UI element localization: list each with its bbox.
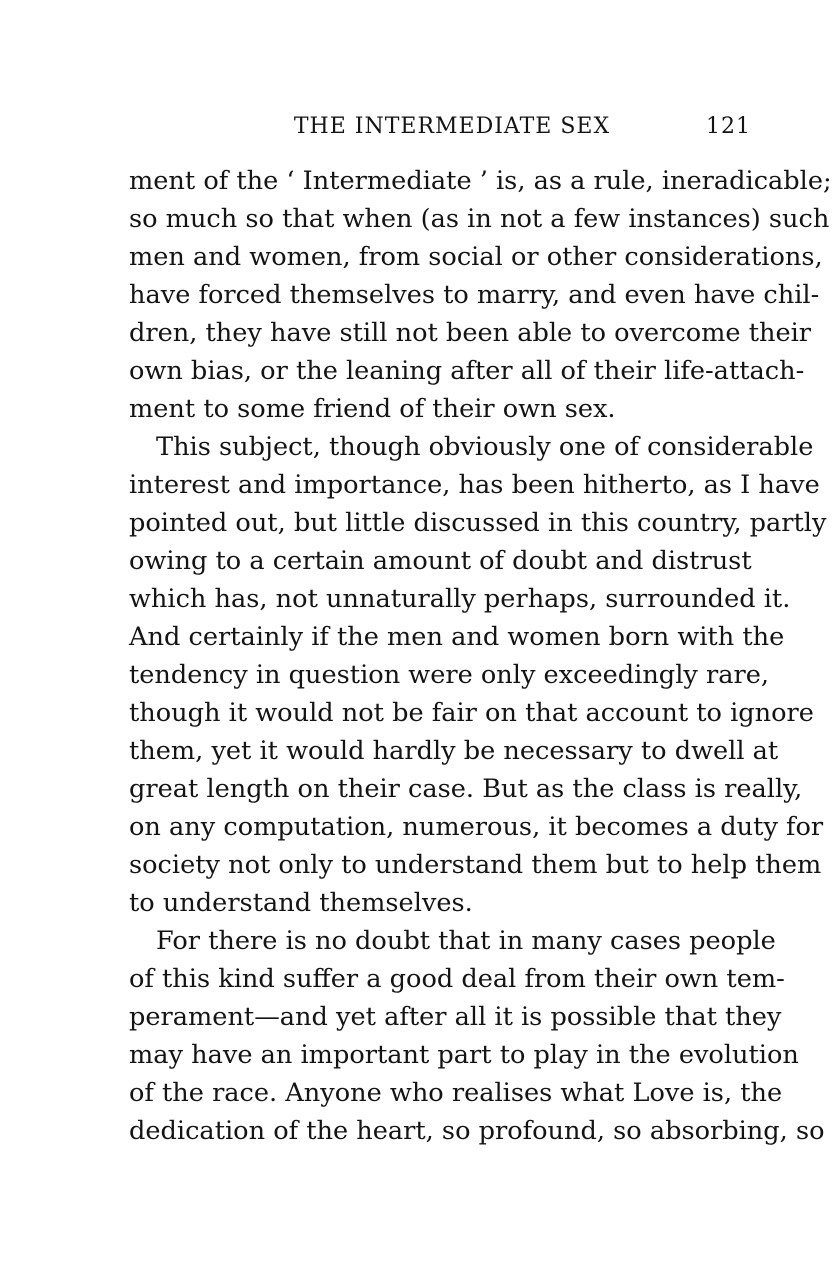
- running-title: THE INTERMEDIATE SEX: [293, 114, 611, 139]
- text-line: have forced themselves to marry, and even have chil-: [129, 280, 820, 310]
- text-line: dedication of the heart, so profound, so absorbing, so: [129, 1116, 825, 1146]
- text-line: society not only to understand them but to help them: [129, 850, 822, 880]
- text-line: may have an important part to play in the evolution: [129, 1040, 799, 1070]
- text-line: though it would not be fair on that account to ignore: [129, 698, 814, 728]
- text-line: to understand themselves.: [129, 888, 473, 918]
- text-line: which has, not unnaturally perhaps, surrounded it.: [129, 584, 791, 614]
- text-line: For there is no doubt that in many cases people: [156, 926, 776, 956]
- text-line: perament—and yet after all it is possible that they: [129, 1002, 782, 1032]
- page-number: 121: [706, 114, 751, 139]
- text-line: men and women, from social or other considerations,: [129, 242, 823, 272]
- text-line: ment of the ‘ Intermediate ’ is, as a rule, ineradicable;: [129, 166, 832, 196]
- text-line: owing to a certain amount of doubt and distrust: [129, 546, 752, 576]
- text-line: pointed out, but little discussed in this country, partly: [129, 508, 827, 538]
- text-line: dren, they have still not been able to overcome their: [129, 318, 812, 348]
- text-line: interest and importance, has been hitherto, as I have: [129, 470, 820, 500]
- text-line: so much so that when (as in not a few instances) such: [129, 204, 830, 234]
- text-line: on any computation, numerous, it becomes a duty for: [129, 812, 824, 842]
- text-line: great length on their case. But as the class is really,: [129, 774, 803, 804]
- text-line: And certainly if the men and women born with the: [129, 622, 785, 652]
- text-line: tendency in question were only exceedingly rare,: [129, 660, 769, 690]
- text-line: This subject, though obviously one of considerable: [156, 432, 814, 462]
- text-line: of the race. Anyone who realises what Love is, the: [129, 1078, 783, 1108]
- running-head: [129, 114, 751, 144]
- text-line: own bias, or the leaning after all of their life-attach-: [129, 356, 805, 386]
- text-line: ment to some friend of their own sex.: [129, 394, 616, 424]
- text-line: of this kind suffer a good deal from their own tem-: [129, 964, 785, 994]
- text-line: them, yet it would hardly be necessary to dwell at: [129, 736, 779, 766]
